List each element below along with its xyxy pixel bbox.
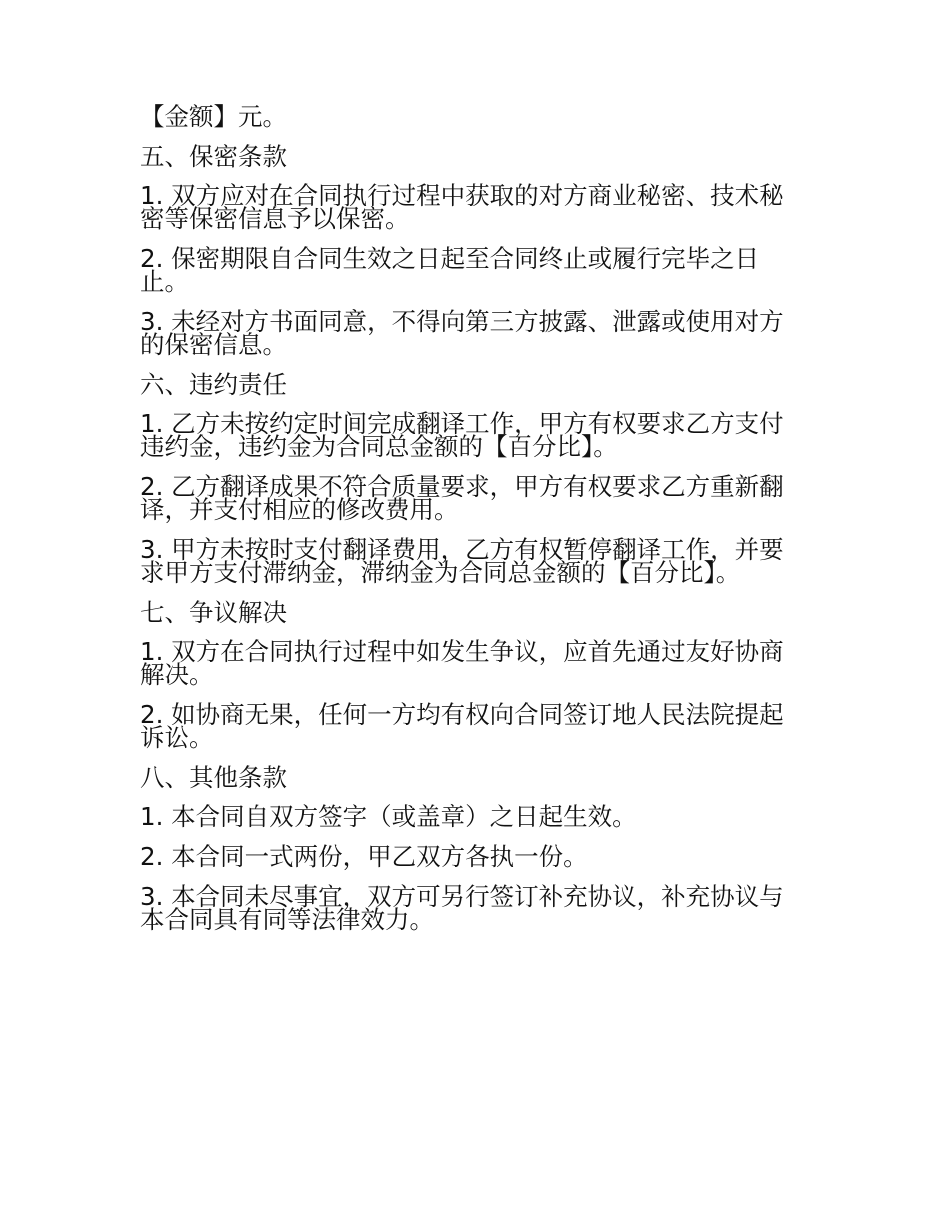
liability-clause-1: 1. 乙方未按约定时间完成翻译工作，甲方有权要求乙方支付违约金，违约金为合同总金额的【百分比】。: [140, 409, 784, 461]
other-clause-1: 1. 本合同自双方签字（或盖章）之日起生效。: [140, 802, 637, 831]
section-heading-confidentiality: 五、保密条款: [140, 142, 287, 171]
liability-clause-3: 3. 甲方未按时支付翻译费用，乙方有权暂停翻译工作，并要求甲方支付滞纳金，滞纳金为合同总金额的【百分比】。: [140, 535, 784, 587]
document-page: [140, 102, 800, 948]
dispute-clause-1: 1. 双方在合同执行过程中如发生争议，应首先通过友好协商解决。: [140, 637, 784, 689]
other-clause-2: 2. 本合同一式两份，甲乙双方各执一份。: [140, 842, 588, 871]
other-clause-3: 3. 本合同未尽事宜，双方可另行签订补充协议，补充协议与本合同具有同等法律效力。: [140, 882, 784, 934]
liability-clause-2: 2. 乙方翻译成果不符合质量要求，甲方有权要求乙方重新翻译，并支付相应的修改费用。: [140, 472, 784, 524]
amount-line: 【金额】元。: [140, 102, 287, 131]
section-heading-dispute: 七、争议解决: [140, 598, 287, 627]
section-heading-liability: 六、违约责任: [140, 370, 287, 399]
section-heading-other: 八、其他条款: [140, 763, 287, 792]
confidentiality-clause-1: 1. 双方应对在合同执行过程中获取的对方商业秘密、技术秘密等保密信息予以保密。: [140, 181, 784, 233]
dispute-clause-2: 2. 如协商无果，任何一方均有权向合同签订地人民法院提起诉讼。: [140, 700, 784, 752]
confidentiality-clause-3: 3. 未经对方书面同意，不得向第三方披露、泄露或使用对方的保密信息。: [140, 307, 784, 359]
confidentiality-clause-2: 2. 保密期限自合同生效之日起至合同终止或履行完毕之日止。: [140, 244, 760, 296]
